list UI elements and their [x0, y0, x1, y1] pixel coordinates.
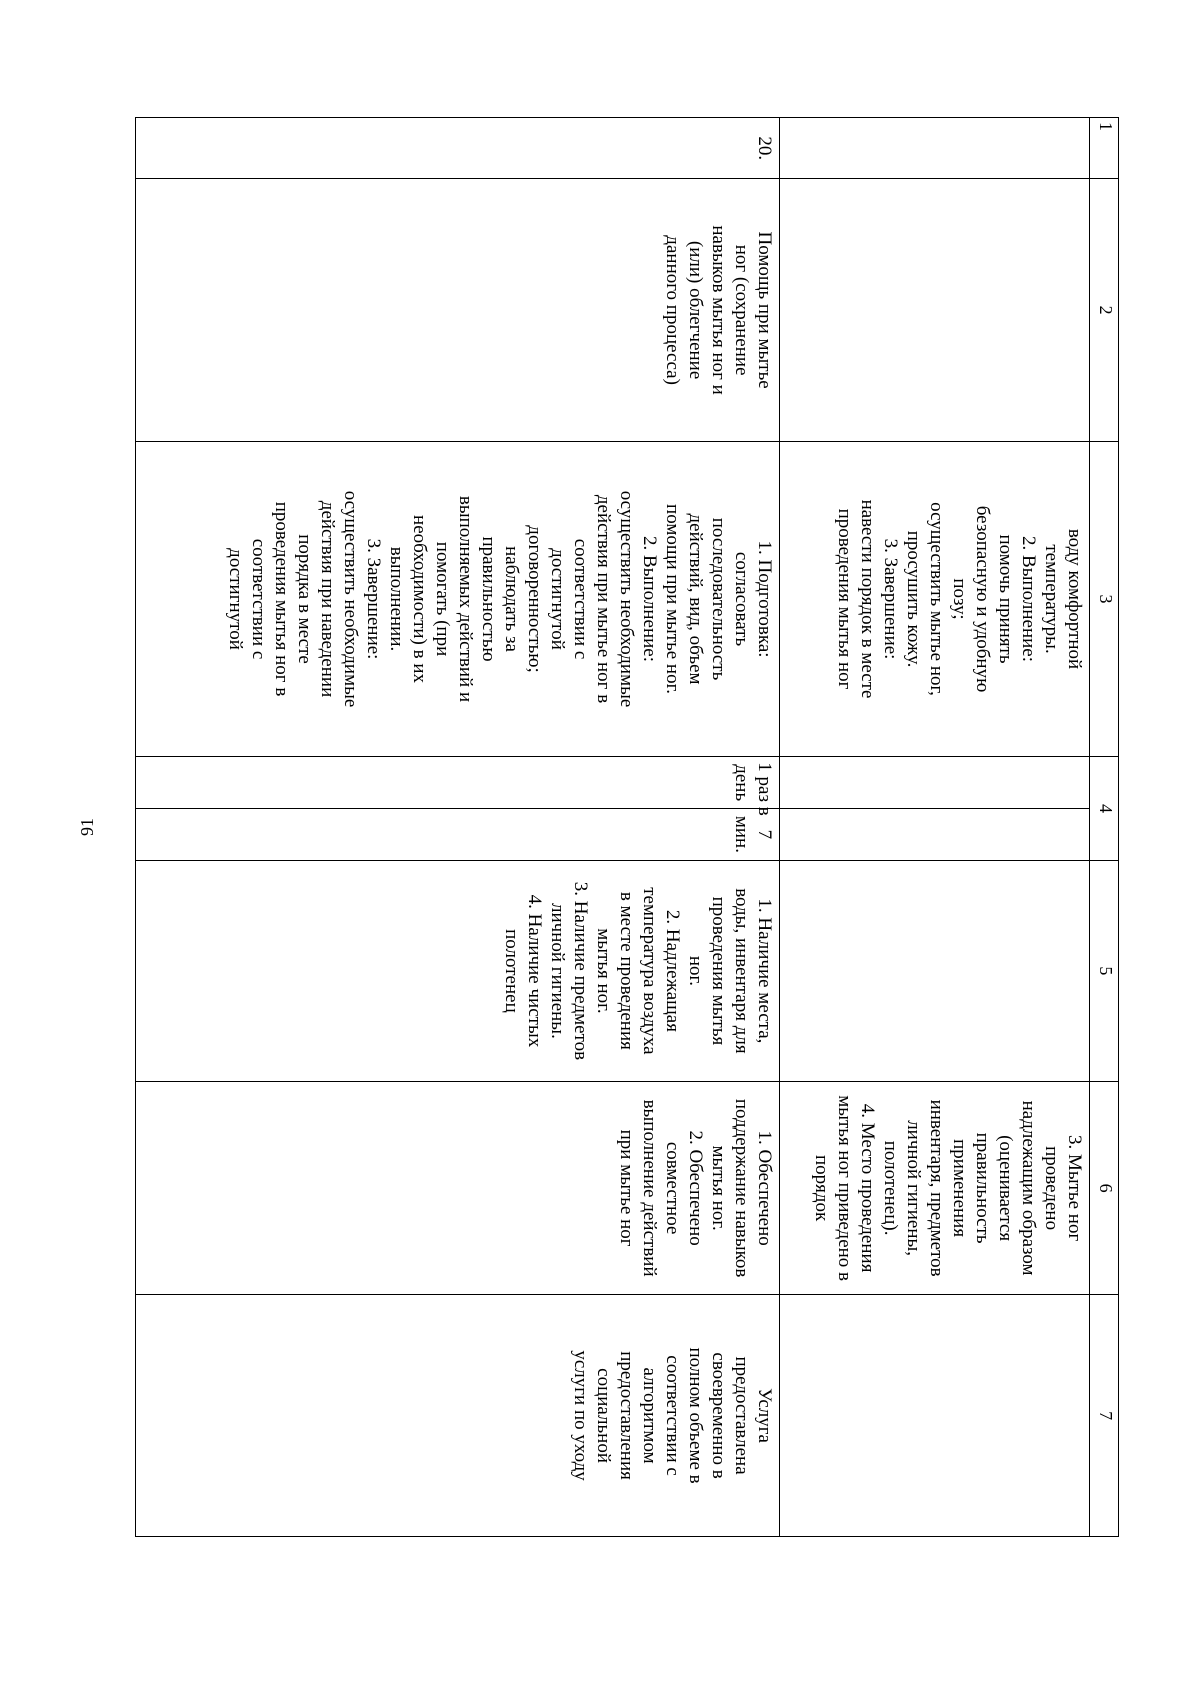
text-line: социальной: [593, 1368, 614, 1463]
row-number-cell: 20.: [136, 118, 780, 179]
text-line: предоставлена: [731, 1356, 752, 1475]
text-line: личной гигиены,: [903, 1120, 924, 1257]
service-name-cell: [136, 179, 780, 441]
text-line: достигнутой: [547, 548, 568, 650]
text-line: инвентаря, предметов: [926, 1099, 947, 1277]
text-line: достигнутой: [225, 548, 246, 650]
rotated-table-container: [135, 117, 1119, 1537]
text-line: 3. Завершение:: [363, 538, 384, 660]
cont-number-cell: [780, 118, 1090, 179]
text-line: правильностью: [478, 536, 499, 662]
text-line: (оценивается: [995, 1135, 1016, 1242]
text-line: необходимости) в их: [409, 515, 430, 684]
text-line: просушить кожу.: [903, 530, 924, 668]
page-number: 91: [77, 818, 97, 836]
text-line: действия при мытье ног в: [593, 494, 614, 704]
cont-service-cell: [780, 179, 1090, 441]
service-description-cell: [136, 441, 780, 757]
header-col-5: 5: [1090, 860, 1119, 1081]
text-line: соответствии с: [248, 538, 269, 660]
text-line: день: [731, 764, 752, 802]
text-line: 3. Мытье ног: [1064, 1134, 1085, 1242]
text-line: температуры.: [1041, 544, 1062, 654]
column-number-row: [1090, 118, 1119, 1537]
text-line: безопасную и удобную: [972, 505, 993, 693]
text-line: соответствии с: [570, 538, 591, 660]
text-line: алгоритмом: [639, 1367, 660, 1464]
text-line: осуществить необходимые: [340, 490, 361, 708]
text-line: проведения мытья ног: [834, 508, 855, 690]
text-line: воды, инвентаря для: [731, 888, 752, 1054]
text-line: применения: [949, 1139, 970, 1238]
text-line: соответствии с: [662, 1355, 683, 1476]
text-line: проведено: [1041, 1146, 1062, 1231]
cont-conditions-cell: [780, 860, 1090, 1081]
text-line: 2. Обеспечено: [685, 1130, 706, 1246]
text-line: предоставления: [616, 1351, 637, 1480]
text-line: надлежащим образом: [1018, 1100, 1039, 1276]
text-line: личной гигиены.: [547, 902, 568, 1039]
text-line: проведения мытья: [708, 896, 729, 1046]
text-line: согласовать: [731, 551, 752, 647]
text-line: температура воздуха: [639, 887, 660, 1055]
text-line: своевременно в: [708, 1352, 729, 1479]
text-line: 3. Завершение:: [880, 538, 901, 660]
text-line: в месте проведения: [616, 891, 637, 1050]
text-line: 4. Место проведения: [857, 1103, 878, 1273]
text-line: договоренностью;: [524, 525, 545, 673]
text-line: ног.: [685, 955, 706, 986]
duration-cell: 7 мин.: [136, 809, 780, 861]
text-line: действия при наведении: [317, 500, 338, 698]
text-line: наблюдать за: [501, 546, 522, 652]
text-line: Услуга: [754, 1388, 775, 1443]
text-line: осуществить необходимые: [616, 490, 637, 708]
text-line: 1. Подготовка:: [754, 540, 775, 658]
text-line: мытья ног приведено в: [834, 1095, 855, 1282]
text-line: помощи при мытье ног.: [662, 504, 683, 695]
cont-description-cell: [780, 441, 1090, 757]
text-line: мытья ног.: [708, 1145, 729, 1231]
text-line: 1 раз в: [754, 762, 775, 816]
text-line: полотенец: [501, 929, 522, 1013]
text-line: Помощь при мытье: [754, 231, 775, 389]
text-line: поддержание навыков: [731, 1098, 752, 1278]
text-line: порядок: [811, 1154, 832, 1222]
text-line: проведения мытья ног в: [271, 501, 292, 697]
text-line: действий, вид, объем: [685, 513, 706, 685]
results-cell: [136, 1082, 780, 1295]
text-line: выполнении.: [386, 546, 407, 652]
text-line: 1. Наличие места,: [754, 898, 775, 1044]
text-line: 3. Наличие предметов: [570, 881, 591, 1061]
text-line: воду комфортной: [1064, 528, 1085, 670]
header-col-4: 4: [1090, 757, 1119, 860]
text-line: 1. Обеспечено: [754, 1130, 775, 1246]
header-col-7: 7: [1090, 1295, 1119, 1537]
header-col-2: 2: [1090, 179, 1119, 441]
text-line: 2. Выполнение:: [639, 536, 660, 663]
text-line: правильность: [972, 1132, 993, 1244]
text-line: данного процесса): [662, 235, 683, 385]
text-line: полном объеме в: [685, 1347, 706, 1484]
assessment-cell: [136, 1295, 780, 1537]
cont-results-cell: [780, 1082, 1090, 1295]
text-line: навести порядок в месте: [857, 499, 878, 699]
text-line: позу;: [949, 578, 970, 620]
text-line: навыков мытья ног и: [708, 225, 729, 395]
text-line: помогать (при: [432, 541, 453, 657]
text-line: 2. Выполнение:: [1018, 536, 1039, 663]
cont-assessment-cell: [780, 1295, 1090, 1537]
header-col-3: 3: [1090, 441, 1119, 757]
cont-duration-cell: [780, 809, 1090, 861]
text-line: последовательность: [708, 517, 729, 681]
cont-frequency-cell: [780, 757, 1090, 809]
frequency-cell: [136, 757, 780, 816]
text-line: 2. Надлежащая: [662, 909, 683, 1032]
text-line: порядка в месте: [294, 534, 315, 664]
conditions-cell: [136, 860, 780, 1081]
text-line: полотенец).: [880, 1140, 901, 1236]
text-line: выполнение действий: [639, 1099, 660, 1277]
table-row-20: [136, 118, 780, 1537]
header-col-1: 1: [1090, 118, 1119, 179]
text-line: при мытье ног: [616, 1129, 637, 1247]
text-line: выполняемых действий и: [455, 495, 476, 703]
text-line: совместное: [662, 1141, 683, 1235]
text-line: 4. Наличие чистых: [524, 894, 545, 1048]
text-line: мытья ног.: [593, 928, 614, 1014]
text-line: ног (сохранение: [731, 244, 752, 376]
text-line: услуги по уходу: [570, 1350, 591, 1481]
continuation-row: [780, 118, 1090, 1537]
header-col-6: 6: [1090, 1082, 1119, 1295]
text-line: (или) облегчение: [685, 240, 706, 380]
text-line: осуществить мытье ног,: [926, 502, 947, 696]
text-line: помочь принять: [995, 534, 1016, 664]
services-table: [135, 117, 1119, 1537]
